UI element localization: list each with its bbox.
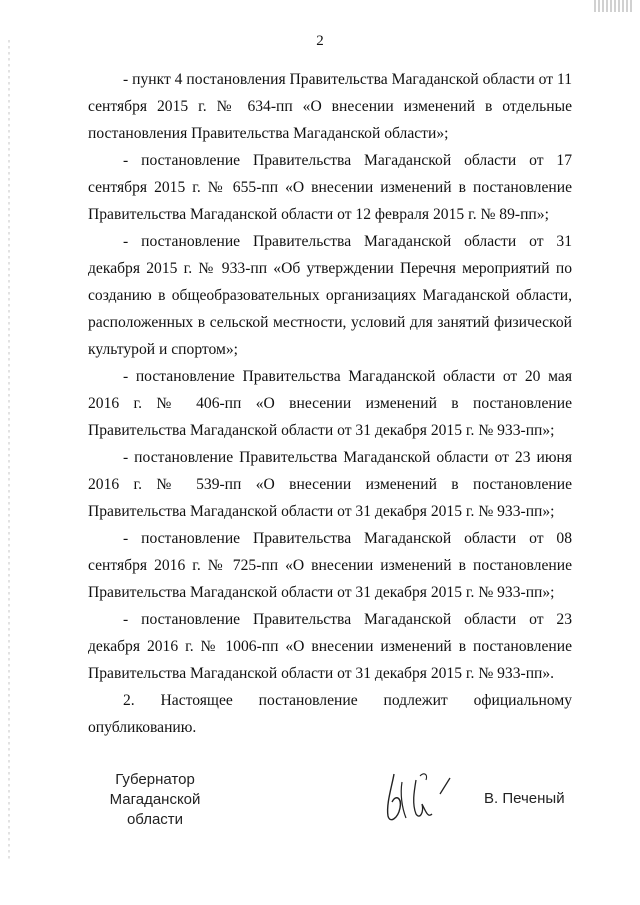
page-number: 2 bbox=[316, 33, 324, 49]
list-item-paragraph: - пункт 4 постановления Правительства Магаданской области от 11 сентября 2015 г. № 634-пп «О внесении изменений в отдельные постановления Правительства Магаданской области»; bbox=[88, 71, 572, 142]
list-item-paragraph: - постановление Правительства Магаданской области от 23 июня 2016 г. № 539-пп «О внесении изменений в постановление Правительства Магаданской области от 31 декабря 2015 г. № 933-пп»; bbox=[88, 449, 572, 520]
signatory-region: Магаданской области bbox=[109, 791, 201, 828]
handwritten-signature bbox=[380, 764, 470, 830]
signature-block bbox=[0, 764, 640, 844]
list-item-paragraph: - постановление Правительства Магаданской области от 08 сентября 2016 г. № 725-пп «О внесении изменений в постановление Правительства Магаданской области от 31 декабря 2015 г. № 933-пп»; bbox=[88, 530, 572, 601]
signatory-title bbox=[80, 770, 230, 830]
publication-clause: 2. Настоящее постановление подлежит официальному опубликованию. bbox=[88, 692, 572, 736]
list-item-paragraph: - постановление Правительства Магаданской области от 20 мая 2016 г. № 406-пп «О внесении изменений в постановление Правительства Магаданской области от 31 декабря 2015 г. № 933-пп»; bbox=[88, 368, 572, 439]
signatory-position: Губернатор bbox=[115, 771, 195, 788]
list-item-paragraph: - постановление Правительства Магаданской области от 23 декабря 2016 г. № 1006-пп «О внесении изменений в постановление Правительства Магаданской области от 31 декабря 2015 г. № 933-пп». bbox=[88, 611, 572, 682]
list-item-paragraph: - постановление Правительства Магаданской области от 17 сентября 2015 г. № 655-пп «О внесении изменений в постановление Правительства Магаданской области от 12 февраля 2015 г. № 89-пп»; bbox=[88, 152, 572, 223]
document-body bbox=[88, 66, 572, 741]
signatory-name: В. Печеный bbox=[484, 790, 565, 807]
scan-edge-artifact bbox=[8, 40, 10, 860]
scan-edge-artifact bbox=[594, 0, 634, 12]
list-item-paragraph: - постановление Правительства Магаданской области от 31 декабря 2015 г. № 933-пп «Об утверждении Перечня мероприятий по созданию в общеобразовательных организациях Магаданской области, расположенных в сельской местности, условий для занятий физической культурой и спортом»; bbox=[88, 233, 572, 358]
